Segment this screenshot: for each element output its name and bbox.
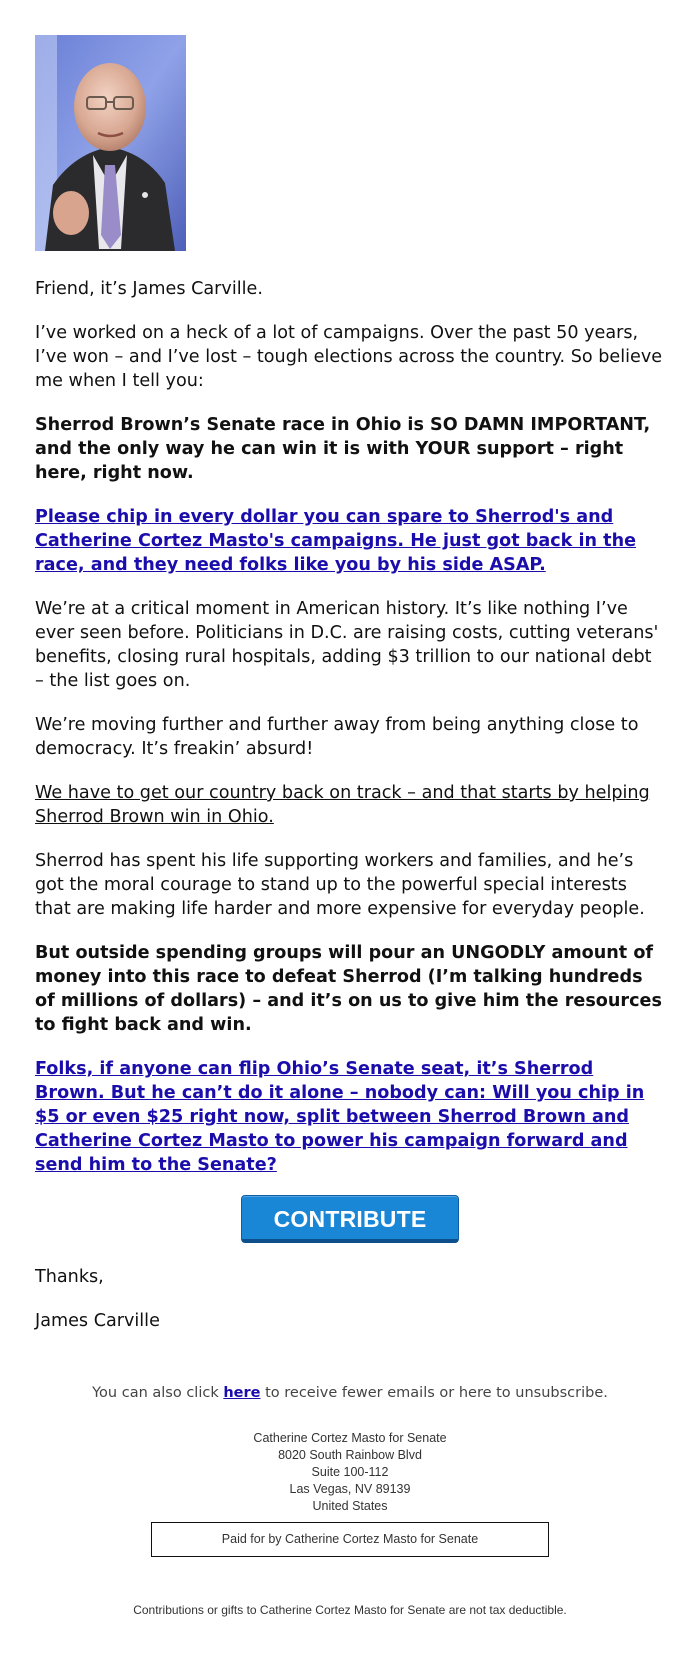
back-on-track-paragraph: We have to get our country back on track – and that starts by helping Sherrod Brown win in Ohio.: [35, 783, 650, 827]
tax-disclaimer: Contributions or gifts to Catherine Cortez Masto for Senate are not tax deductible.: [133, 1603, 567, 1617]
email-body: [35, 35, 665, 1353]
address-line: 8020 South Rainbow Blvd: [278, 1448, 422, 1462]
paid-for-box: Paid for by Catherine Cortez Masto for Senate: [151, 1522, 549, 1557]
democracy-paragraph: We’re moving further and further away from being anything close to democracy. It’s freakin’ absurd!: [35, 715, 639, 759]
unsubscribe-text-after: to receive fewer emails or here to unsubscribe.: [260, 1385, 608, 1401]
address-line: Las Vegas, NV 89139: [289, 1482, 411, 1496]
address-line: United States: [312, 1499, 388, 1513]
intro-paragraph: I’ve worked on a heck of a lot of campaigns. Over the past 50 years, I’ve won – and I’ve lost – tough elections across the country. So believe me when I tell you:: [35, 323, 663, 391]
header-photo: [35, 35, 186, 251]
sherrod-life-paragraph: Sherrod has spent his life supporting workers and families, and he’s got the moral courage to stand up to the powerful special interests that are making life harder and more expensive for everyday people.: [35, 851, 645, 919]
greeting: Friend, it’s James Carville.: [35, 279, 263, 299]
critical-moment-paragraph: We’re at a critical moment in American history. It’s like nothing I’ve ever seen before. Politicians in D.C. are raising costs, cutting veterans' benefits, closing rural hospitals, adding $3 trillion to our national debt – the list goes on.: [35, 599, 659, 691]
fewer-emails-link[interactable]: here: [223, 1385, 261, 1401]
outside-spending-paragraph: But outside spending groups will pour an UNGODLY amount of money into this race to defeat Sherrod (I’m talking hundreds of millions of dollars) – and it’s on us to give him the resources to fight back and win.: [35, 943, 662, 1035]
signature: James Carville: [35, 1311, 160, 1331]
mailing-address: [0, 1430, 700, 1515]
unsubscribe-line: [0, 1385, 700, 1401]
unsubscribe-text-before: You can also click: [92, 1385, 224, 1401]
contribute-button[interactable]: CONTRIBUTE: [241, 1195, 459, 1243]
portrait-photo-icon: [35, 35, 186, 251]
address-line: Suite 100-112: [311, 1465, 389, 1479]
thanks-line: Thanks,: [35, 1267, 104, 1287]
donate-link-2[interactable]: Folks, if anyone can flip Ohio’s Senate seat, it’s Sherrod Brown. But he can’t do it alone – nobody can: Will you chip in $5 or even $25 right now, split between Sherrod Brown and Catherine Cortez Masto to power his campaign forward and send him to the Senate?: [35, 1059, 645, 1175]
bold-statement: Sherrod Brown’s Senate race in Ohio is SO DAMN IMPORTANT, and the only way he can win it is with YOUR support – right here, right now.: [35, 415, 651, 483]
address-line: Catherine Cortez Masto for Senate: [253, 1431, 447, 1445]
donate-link-1[interactable]: Please chip in every dollar you can spare to Sherrod's and Catherine Cortez Masto's campaigns. He just got back in the race, and they need folks like you by his side ASAP.: [35, 507, 637, 575]
cta-container: [35, 1195, 665, 1247]
